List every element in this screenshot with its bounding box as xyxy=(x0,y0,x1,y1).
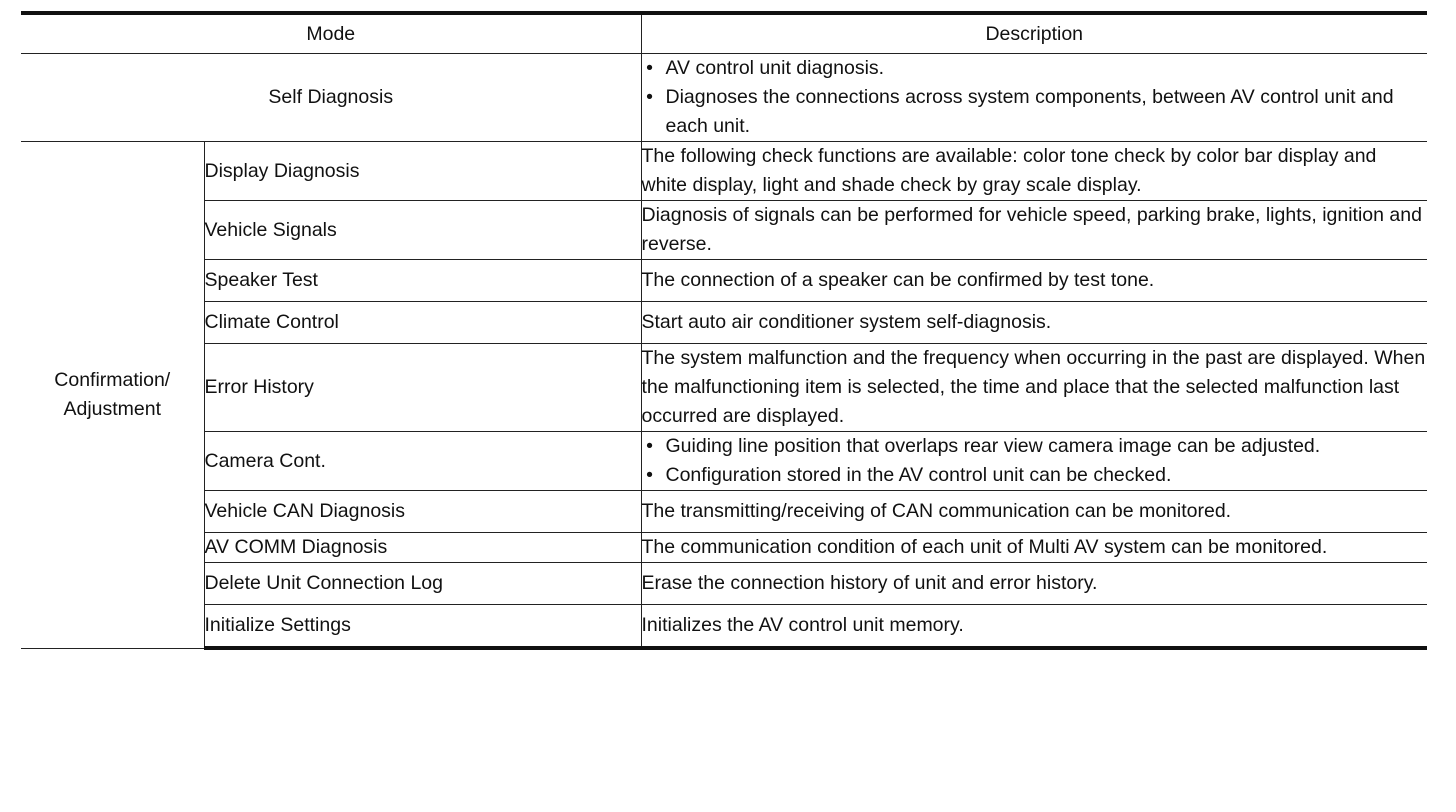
description-initialize-settings: Initializes the AV control unit memory. xyxy=(641,605,1427,649)
description-column-header: Description xyxy=(641,13,1427,54)
bullet-icon: • xyxy=(646,435,653,457)
mode-camera-cont: Camera Cont. xyxy=(204,432,641,491)
description-camera-cont xyxy=(641,432,1427,491)
description-av-comm-diagnosis: The communication condition of each unit of Multi AV system can be monitored. xyxy=(641,533,1427,563)
mode-self-diagnosis: Self Diagnosis xyxy=(21,54,641,142)
list-item: • Diagnoses the connections across system components, between AV control unit and each unit. xyxy=(642,83,1428,141)
group-label-confirmation-adjustment: Confirmation/ Adjustment xyxy=(21,142,204,649)
table-row-climate-control xyxy=(21,302,1427,344)
table-row-initialize-settings xyxy=(21,605,1427,649)
mode-speaker-test: Speaker Test xyxy=(204,260,641,302)
bullet-list xyxy=(642,432,1428,490)
header-row xyxy=(21,13,1427,54)
table-row-vehicle-signals xyxy=(21,201,1427,260)
table-row-camera-cont xyxy=(21,432,1427,491)
list-item: • AV control unit diagnosis. xyxy=(642,54,1428,83)
mode-delete-unit-connection-log: Delete Unit Connection Log xyxy=(204,563,641,605)
mode-error-history: Error History xyxy=(204,344,641,432)
description-vehicle-signals: Diagnosis of signals can be performed for vehicle speed, parking brake, lights, ignition and reverse. xyxy=(641,201,1427,260)
bullet-icon: • xyxy=(646,464,653,486)
list-item: • Configuration stored in the AV control unit can be checked. xyxy=(642,461,1428,490)
description-self-diagnosis xyxy=(641,54,1427,142)
mode-column-header: Mode xyxy=(21,13,641,54)
table-row-error-history xyxy=(21,344,1427,432)
mode-initialize-settings: Initialize Settings xyxy=(204,605,641,649)
table-row-delete-unit-connection-log xyxy=(21,563,1427,605)
table-row-display-diagnosis xyxy=(21,142,1427,201)
bullet-icon: • xyxy=(646,86,653,108)
mode-display-diagnosis: Display Diagnosis xyxy=(204,142,641,201)
mode-av-comm-diagnosis: AV COMM Diagnosis xyxy=(204,533,641,563)
description-vehicle-can-diagnosis: The transmitting/receiving of CAN communication can be monitored. xyxy=(641,491,1427,533)
mode-vehicle-can-diagnosis: Vehicle CAN Diagnosis xyxy=(204,491,641,533)
bullet-icon: • xyxy=(646,57,653,79)
table-row-vehicle-can-diagnosis xyxy=(21,491,1427,533)
description-delete-unit-connection-log: Erase the connection history of unit and error history. xyxy=(641,563,1427,605)
description-speaker-test: The connection of a speaker can be confirmed by test tone. xyxy=(641,260,1427,302)
description-climate-control: Start auto air conditioner system self-diagnosis. xyxy=(641,302,1427,344)
bullet-list xyxy=(642,54,1428,141)
description-display-diagnosis: The following check functions are available: color tone check by color bar display and white display, light and shade check by gray scale display. xyxy=(641,142,1427,201)
mode-vehicle-signals: Vehicle Signals xyxy=(204,201,641,260)
mode-description-table xyxy=(21,11,1427,650)
description-error-history: The system malfunction and the frequency when occurring in the past are displayed. When the malfunctioning item is selected, the time and place that the selected malfunction last occurred are displayed. xyxy=(641,344,1427,432)
table-row-self-diagnosis xyxy=(21,54,1427,142)
table-row-speaker-test xyxy=(21,260,1427,302)
list-item: • Guiding line position that overlaps rear view camera image can be adjusted. xyxy=(642,432,1428,461)
mode-climate-control: Climate Control xyxy=(204,302,641,344)
table-row-av-comm-diagnosis xyxy=(21,533,1427,563)
